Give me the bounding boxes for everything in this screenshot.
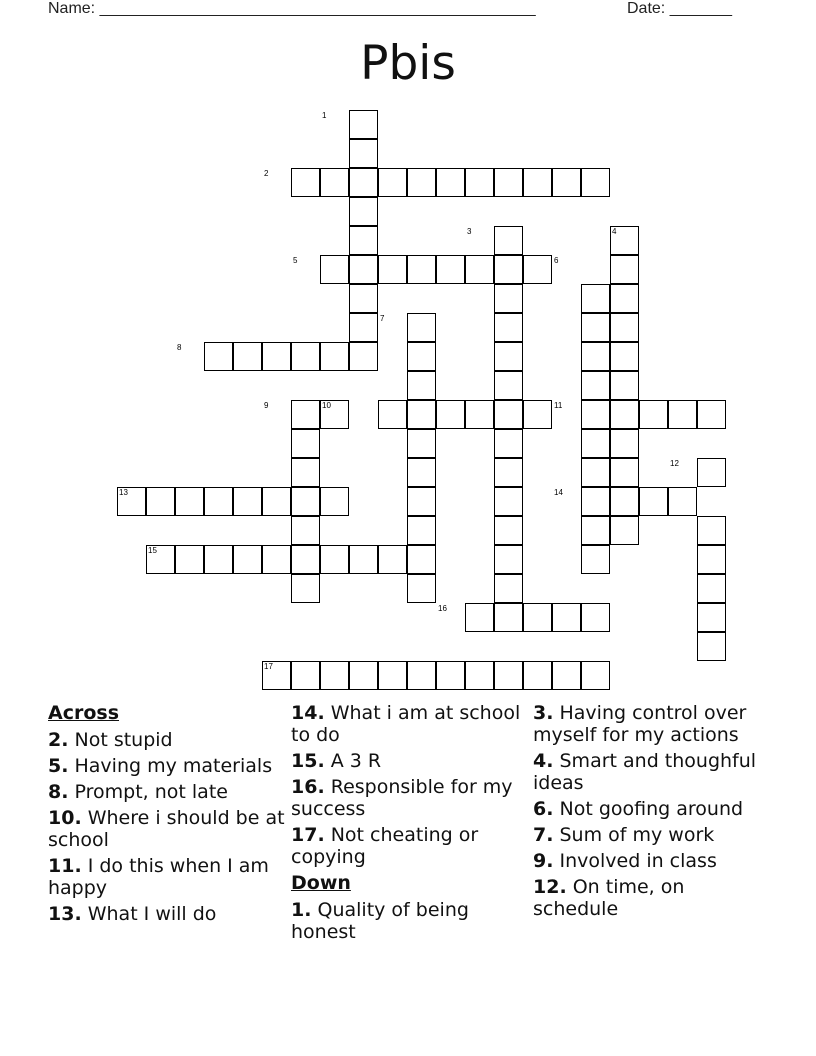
clue-item: [291, 824, 531, 868]
grid-cell[interactable]: [610, 400, 639, 429]
grid-cell[interactable]: [610, 429, 639, 458]
clue-text: Having control over myself for my actions: [533, 702, 747, 746]
grid-cell[interactable]: [581, 371, 610, 400]
clue-item: [291, 776, 531, 820]
clue-item: [291, 702, 531, 746]
grid-cell[interactable]: [494, 226, 523, 255]
grid-cell[interactable]: [204, 487, 233, 516]
grid-cell[interactable]: [407, 545, 436, 574]
across-clue-list: [48, 729, 288, 925]
grid-cell[interactable]: [494, 516, 523, 545]
clue-number: 11.: [48, 855, 82, 877]
date-field: Date: _______: [627, 0, 732, 17]
clue-text: Smart and thoughful ideas: [533, 750, 757, 794]
clue-item: [48, 729, 288, 751]
grid-cell[interactable]: [552, 603, 581, 632]
grid-cell[interactable]: [436, 400, 465, 429]
grid-cell[interactable]: [204, 342, 233, 371]
grid-cell[interactable]: [697, 574, 726, 603]
down-heading: Down: [291, 872, 351, 894]
clue-text: Quality of being honest: [291, 899, 469, 943]
clue-number-label: 14: [554, 488, 563, 497]
grid-cell[interactable]: [697, 516, 726, 545]
grid-cell[interactable]: [610, 313, 639, 342]
grid-cell[interactable]: [349, 110, 378, 139]
grid-cell[interactable]: [523, 400, 552, 429]
grid-cell[interactable]: [494, 313, 523, 342]
clue-number-label: 16: [438, 604, 447, 613]
grid-cell[interactable]: [465, 255, 494, 284]
grid-cell[interactable]: [291, 516, 320, 545]
grid-cell[interactable]: [581, 168, 610, 197]
clue-number: 5.: [48, 755, 69, 777]
grid-cell[interactable]: [204, 545, 233, 574]
clue-number-label: 10: [322, 401, 331, 410]
grid-cell[interactable]: [610, 458, 639, 487]
grid-cell[interactable]: [320, 545, 349, 574]
grid-cell[interactable]: [668, 400, 697, 429]
grid-cell[interactable]: [494, 255, 523, 284]
clue-item: [48, 807, 288, 851]
clue-item: [291, 750, 531, 772]
grid-cell[interactable]: [494, 400, 523, 429]
grid-cell[interactable]: [407, 574, 436, 603]
clue-text: Not stupid: [74, 729, 173, 751]
grid-cell[interactable]: [523, 603, 552, 632]
grid-cell[interactable]: [697, 458, 726, 487]
clue-item: [48, 781, 288, 803]
grid-cell[interactable]: [610, 342, 639, 371]
grid-cell[interactable]: [349, 661, 378, 690]
grid-cell[interactable]: [291, 545, 320, 574]
grid-cell[interactable]: [581, 313, 610, 342]
page-title: Pbis: [360, 36, 456, 91]
grid-cell[interactable]: [494, 487, 523, 516]
clue-item: [533, 750, 773, 794]
clue-text: On time, on schedule: [533, 876, 685, 920]
grid-cell[interactable]: [610, 516, 639, 545]
grid-cell[interactable]: [581, 603, 610, 632]
clue-number-label: 5: [293, 256, 298, 265]
grid-cell[interactable]: [407, 371, 436, 400]
grid-cell[interactable]: [610, 255, 639, 284]
grid-cell[interactable]: [494, 458, 523, 487]
clue-number: 12.: [533, 876, 567, 898]
grid-cell[interactable]: [581, 661, 610, 690]
grid-cell[interactable]: [407, 516, 436, 545]
clue-number-label: 12: [670, 459, 679, 468]
clue-number-label: 6: [554, 256, 559, 265]
grid-cell[interactable]: [552, 661, 581, 690]
clue-number-label: 15: [148, 546, 157, 555]
grid-cell[interactable]: [494, 574, 523, 603]
grid-cell[interactable]: [494, 661, 523, 690]
down-clue-list-continued: [533, 702, 773, 920]
grid-cell[interactable]: [465, 168, 494, 197]
grid-cell[interactable]: [407, 255, 436, 284]
grid-cell[interactable]: [407, 313, 436, 342]
grid-cell[interactable]: [262, 545, 291, 574]
clue-number: 2.: [48, 729, 69, 751]
clue-number: 4.: [533, 750, 554, 772]
grid-cell[interactable]: [407, 168, 436, 197]
grid-cell[interactable]: [262, 342, 291, 371]
grid-cell[interactable]: [465, 400, 494, 429]
grid-cell[interactable]: [407, 429, 436, 458]
grid-cell[interactable]: [349, 313, 378, 342]
grid-cell[interactable]: [610, 284, 639, 313]
clue-number-label: 3: [467, 227, 472, 236]
clue-text: Not goofing around: [559, 798, 744, 820]
grid-cell[interactable]: [610, 487, 639, 516]
grid-cell[interactable]: [436, 168, 465, 197]
grid-cell[interactable]: [436, 661, 465, 690]
clue-item: [533, 824, 773, 846]
grid-cell[interactable]: [349, 255, 378, 284]
grid-cell[interactable]: [320, 487, 349, 516]
clue-item: [48, 903, 288, 925]
grid-cell[interactable]: [407, 400, 436, 429]
clue-column-2: [291, 702, 531, 947]
clue-text: Involved in class: [559, 850, 717, 872]
grid-cell[interactable]: [668, 487, 697, 516]
clue-number: 16.: [291, 776, 325, 798]
grid-cell[interactable]: [494, 429, 523, 458]
grid-cell[interactable]: [407, 487, 436, 516]
clue-item: [533, 850, 773, 872]
grid-cell[interactable]: [146, 487, 175, 516]
clue-number-label: 4: [612, 227, 617, 236]
grid-cell[interactable]: [262, 487, 291, 516]
clue-number-label: 1: [322, 111, 327, 120]
across-heading: Across: [48, 702, 120, 724]
grid-cell[interactable]: [523, 255, 552, 284]
clue-number-label: 11: [554, 401, 563, 410]
grid-cell[interactable]: [581, 487, 610, 516]
grid-cell[interactable]: [436, 255, 465, 284]
clue-number: 17.: [291, 824, 325, 846]
clue-text: Responsible for my success: [291, 776, 513, 820]
grid-cell[interactable]: [523, 661, 552, 690]
grid-cell[interactable]: [494, 545, 523, 574]
clue-number-label: 2: [264, 169, 269, 178]
grid-cell[interactable]: [291, 487, 320, 516]
name-field: Name: _________________________________________________: [48, 0, 536, 17]
grid-cell[interactable]: [407, 458, 436, 487]
grid-cell[interactable]: [291, 400, 320, 429]
grid-cell[interactable]: [378, 400, 407, 429]
grid-cell[interactable]: [407, 661, 436, 690]
grid-cell[interactable]: [581, 516, 610, 545]
grid-cell[interactable]: [581, 400, 610, 429]
clue-number-label: 17: [264, 662, 273, 671]
grid-cell[interactable]: [407, 342, 436, 371]
clue-number: 3.: [533, 702, 554, 724]
grid-cell[interactable]: [697, 400, 726, 429]
grid-cell[interactable]: [581, 458, 610, 487]
clue-number: 6.: [533, 798, 554, 820]
grid-cell[interactable]: [175, 545, 204, 574]
clue-number-label: 7: [380, 314, 385, 323]
grid-cell[interactable]: [175, 487, 204, 516]
grid-cell[interactable]: [291, 168, 320, 197]
clue-item: [533, 702, 773, 746]
clue-item: [533, 876, 773, 920]
grid-cell[interactable]: [349, 284, 378, 313]
grid-cell[interactable]: [378, 255, 407, 284]
grid-cell[interactable]: [494, 371, 523, 400]
grid-cell[interactable]: [349, 197, 378, 226]
grid-cell[interactable]: [523, 168, 552, 197]
clue-number-label: 8: [177, 343, 182, 352]
grid-cell[interactable]: [349, 168, 378, 197]
clue-text: Prompt, not late: [74, 781, 228, 803]
grid-cell[interactable]: [320, 255, 349, 284]
clue-text: Sum of my work: [559, 824, 715, 846]
grid-cell[interactable]: [320, 168, 349, 197]
clue-number: 10.: [48, 807, 82, 829]
clue-text: Not cheating or copying: [291, 824, 479, 868]
clue-number: 15.: [291, 750, 325, 772]
clue-text: A 3 R: [330, 750, 382, 772]
grid-cell[interactable]: [494, 168, 523, 197]
grid-cell[interactable]: [320, 661, 349, 690]
clue-item: [291, 899, 531, 943]
grid-cell[interactable]: [378, 661, 407, 690]
grid-cell[interactable]: [291, 429, 320, 458]
grid-cell[interactable]: [552, 168, 581, 197]
clue-number: 13.: [48, 903, 82, 925]
grid-cell[interactable]: [349, 139, 378, 168]
grid-cell[interactable]: [697, 603, 726, 632]
grid-cell[interactable]: [581, 545, 610, 574]
grid-cell[interactable]: [465, 603, 494, 632]
grid-cell[interactable]: [494, 603, 523, 632]
down-clue-list: [291, 899, 531, 943]
grid-cell[interactable]: [349, 226, 378, 255]
grid-cell[interactable]: [581, 284, 610, 313]
grid-cell[interactable]: [697, 632, 726, 661]
grid-cell[interactable]: [233, 342, 262, 371]
grid-cell[interactable]: [291, 574, 320, 603]
clue-text: I do this when I am happy: [48, 855, 269, 899]
clue-text: Having my materials: [74, 755, 273, 777]
clue-item: [48, 855, 288, 899]
grid-cell[interactable]: [581, 429, 610, 458]
clue-number: 14.: [291, 702, 325, 724]
clue-number: 9.: [533, 850, 554, 872]
clue-number: 8.: [48, 781, 69, 803]
grid-cell[interactable]: [494, 342, 523, 371]
grid-cell[interactable]: [494, 284, 523, 313]
grid-cell[interactable]: [320, 342, 349, 371]
grid-cell[interactable]: [610, 371, 639, 400]
clue-number: 7.: [533, 824, 554, 846]
grid-cell[interactable]: [233, 545, 262, 574]
grid-cell[interactable]: [291, 458, 320, 487]
grid-cell[interactable]: [291, 342, 320, 371]
clue-item: [533, 798, 773, 820]
grid-cell[interactable]: [378, 168, 407, 197]
grid-cell[interactable]: [378, 545, 407, 574]
clue-item: [48, 755, 288, 777]
grid-cell[interactable]: [581, 342, 610, 371]
across-clue-list-continued: [291, 702, 531, 868]
grid-cell[interactable]: [639, 400, 668, 429]
clue-column-1: [48, 702, 288, 929]
clue-column-3: [533, 702, 773, 924]
grid-cell[interactable]: [349, 545, 378, 574]
grid-cell[interactable]: [349, 342, 378, 371]
clue-text: Where i should be at school: [48, 807, 285, 851]
grid-cell[interactable]: [233, 487, 262, 516]
clue-number-label: 13: [119, 488, 128, 497]
grid-cell[interactable]: [639, 487, 668, 516]
grid-cell[interactable]: [291, 661, 320, 690]
clue-number: 1.: [291, 899, 312, 921]
clue-text: What i am at school to do: [291, 702, 521, 746]
clue-text: What I will do: [87, 903, 217, 925]
grid-cell[interactable]: [465, 661, 494, 690]
grid-cell[interactable]: [697, 545, 726, 574]
clue-number-label: 9: [264, 401, 269, 410]
